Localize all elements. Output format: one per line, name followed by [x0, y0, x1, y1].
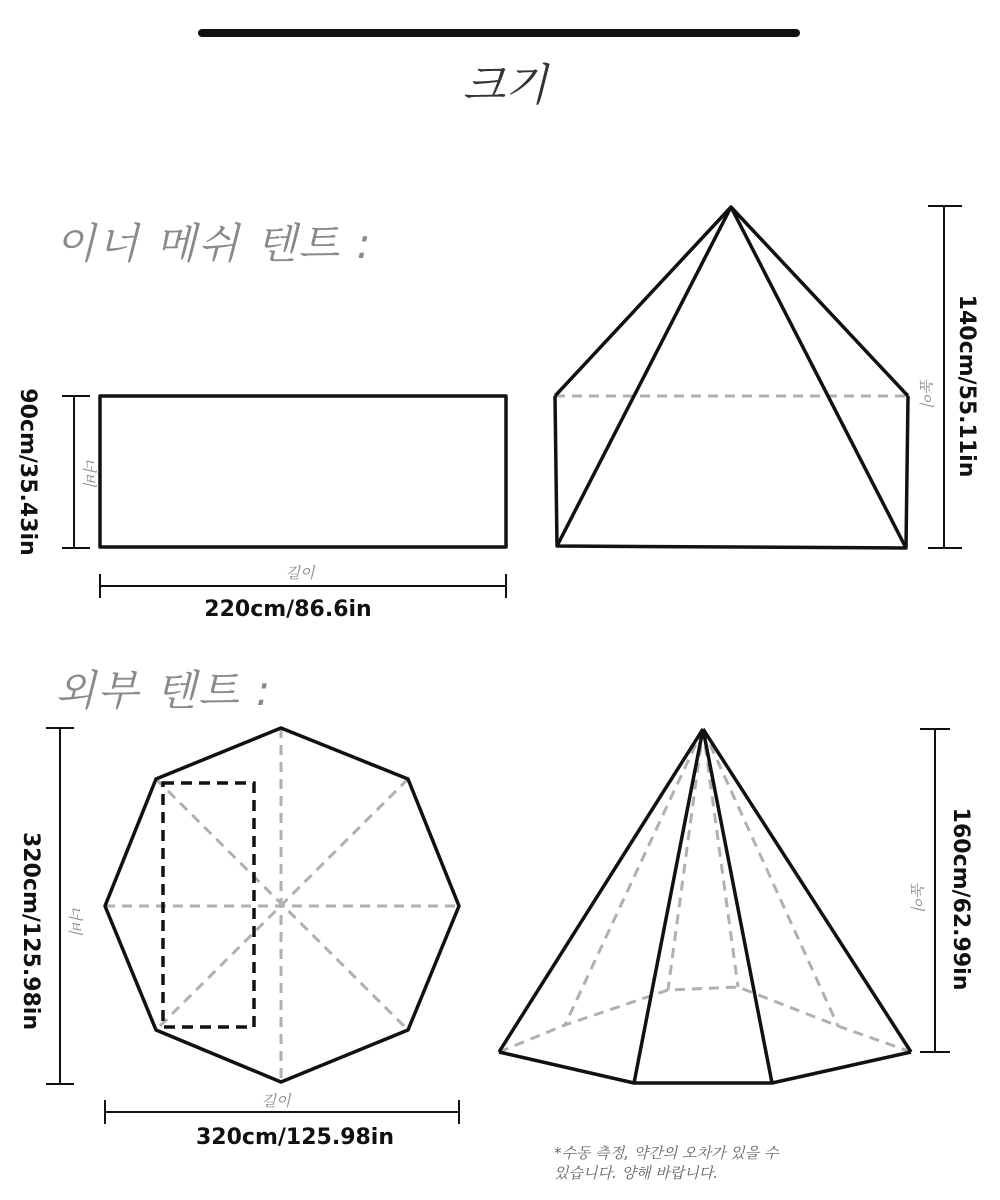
- page-title: 크기: [462, 60, 548, 111]
- measurement-note-line1: *수동 측정, 약간의 오차가 있을 수: [554, 1144, 779, 1162]
- inner-tent-footprint: [100, 396, 506, 547]
- inner-length-label: 길이: [285, 564, 315, 582]
- outer-length-label: 길이: [261, 1092, 291, 1110]
- inner-width-label: 너비: [80, 457, 98, 487]
- outer-tent-heading: 외부 텐트 :: [55, 666, 273, 715]
- measurement-note-line2: 있습니다. 양해 바랍니다.: [554, 1164, 718, 1182]
- outer-height-value: 160cm/62.99in: [948, 807, 973, 991]
- outer-width-label: 너비: [66, 905, 84, 935]
- outer-length-value: 320cm/125.98in: [195, 1125, 395, 1150]
- outer-width-value: 320cm/125.98in: [18, 831, 43, 1031]
- inner-length-value: 220cm/86.6in: [204, 597, 372, 622]
- inner-height-label: 높이: [917, 377, 935, 407]
- inner-tent-pyramid: [555, 207, 908, 548]
- inner-height-value: 140cm/55.11in: [954, 294, 979, 478]
- outer-height-label: 높이: [908, 881, 926, 911]
- outer-tent-pyramid: [499, 729, 911, 1083]
- inner-tent-heading: 이너 메쉬 텐트 :: [55, 219, 373, 268]
- outer-tent-footprint: [105, 728, 459, 1082]
- inner-width-value: 90cm/35.43in: [15, 388, 40, 556]
